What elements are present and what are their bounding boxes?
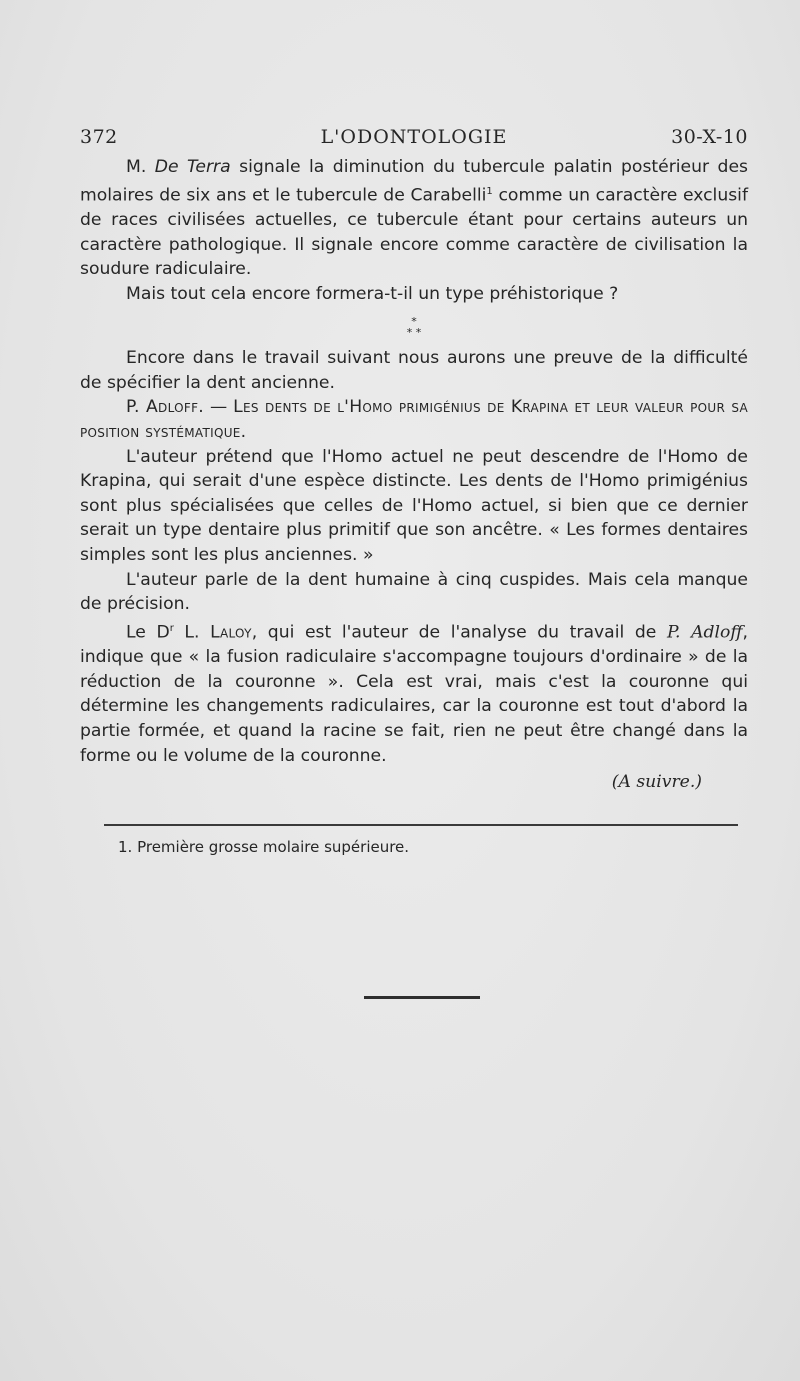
footnote: 1. Première grosse molaire supérieure. — [118, 838, 410, 856]
paragraph-cuspides: L'auteur parle de la dent humaine à cinq cuspides. Mais cela manque de précision. — [80, 569, 748, 615]
reference-title: Les dents de l'Homo primigénius de Krapina et leur valeur pour sa position systématique. — [80, 397, 748, 443]
dash: — — [204, 397, 234, 418]
author-name: De Terra — [154, 157, 231, 177]
separator-stars: * * — [406, 326, 422, 340]
running-header — [80, 126, 748, 154]
title-abbrev: r — [169, 622, 174, 634]
footnote-ref: 1 — [486, 185, 493, 197]
reference-author: P. Adloff. — [126, 397, 205, 418]
footnote-rule — [104, 824, 738, 826]
text-run: signale la diminution du tubercule palatin postérieur des molaires de six ans et le tubercule de Carabelli — [80, 157, 748, 206]
paragraph-de-terra — [80, 155, 748, 282]
end-rule — [364, 996, 480, 999]
text-run: Le D — [126, 622, 170, 643]
text-run: L. — [173, 622, 211, 643]
running-title: L'ODONTOLOGIE — [320, 126, 508, 148]
paragraph-krapina: L'auteur prétend que l'Homo actuel ne peut descendre de l'Homo de Krapina, qui serait d'une espèce distincte. Les dents de l'Homo primigénius sont plus spécialisées que celles de l'Homo actuel, si bien que ce dernier serait un type dentaire plus primitif que son ancêtre. « Les formes dentaires simples sont les plus anciennes. » — [80, 446, 748, 566]
page-number: 372 — [80, 126, 118, 148]
text-run: , indique que « la fusion radiculaire s'accompagne toujours d'ordinaire » de la réduction de la couronne ». Cela est vrai, mais c'est la couronne qui détermine les changements radiculaires, car la couronne est tout d'abord la partie formée, et quand la racine se fait, rien ne peut être changé dans la forme ou le volume de la couronne. — [80, 622, 749, 766]
separator-star: * — [411, 315, 417, 329]
author-name: P. Adloff — [666, 622, 743, 643]
issue-date: 30-X-10 — [671, 126, 748, 148]
paragraph-question: Mais tout cela encore formera-t-il un type préhistorique ? — [126, 283, 619, 304]
text-run: M. — [126, 157, 155, 177]
text-run: comme un caractère exclusif de races civilisées actuelles, ce tubercule étant pour certains auteurs un caractère pathologique. Il signale encore comme caractère de civilisation la soudure radiculaire. — [80, 185, 749, 280]
main-text — [80, 155, 748, 795]
section-separator — [80, 316, 748, 338]
to-be-continued: (A suivre.) — [611, 772, 702, 793]
paragraph-laloy — [80, 617, 748, 768]
paragraph-reference — [80, 395, 748, 444]
text-run: , qui est l'auteur de l'analyse du travail de — [251, 622, 667, 643]
paragraph-intro: Encore dans le travail suivant nous aurons une preuve de la difficulté de spécifier la dent ancienne. — [80, 348, 748, 393]
author-name: Laloy — [210, 622, 252, 643]
